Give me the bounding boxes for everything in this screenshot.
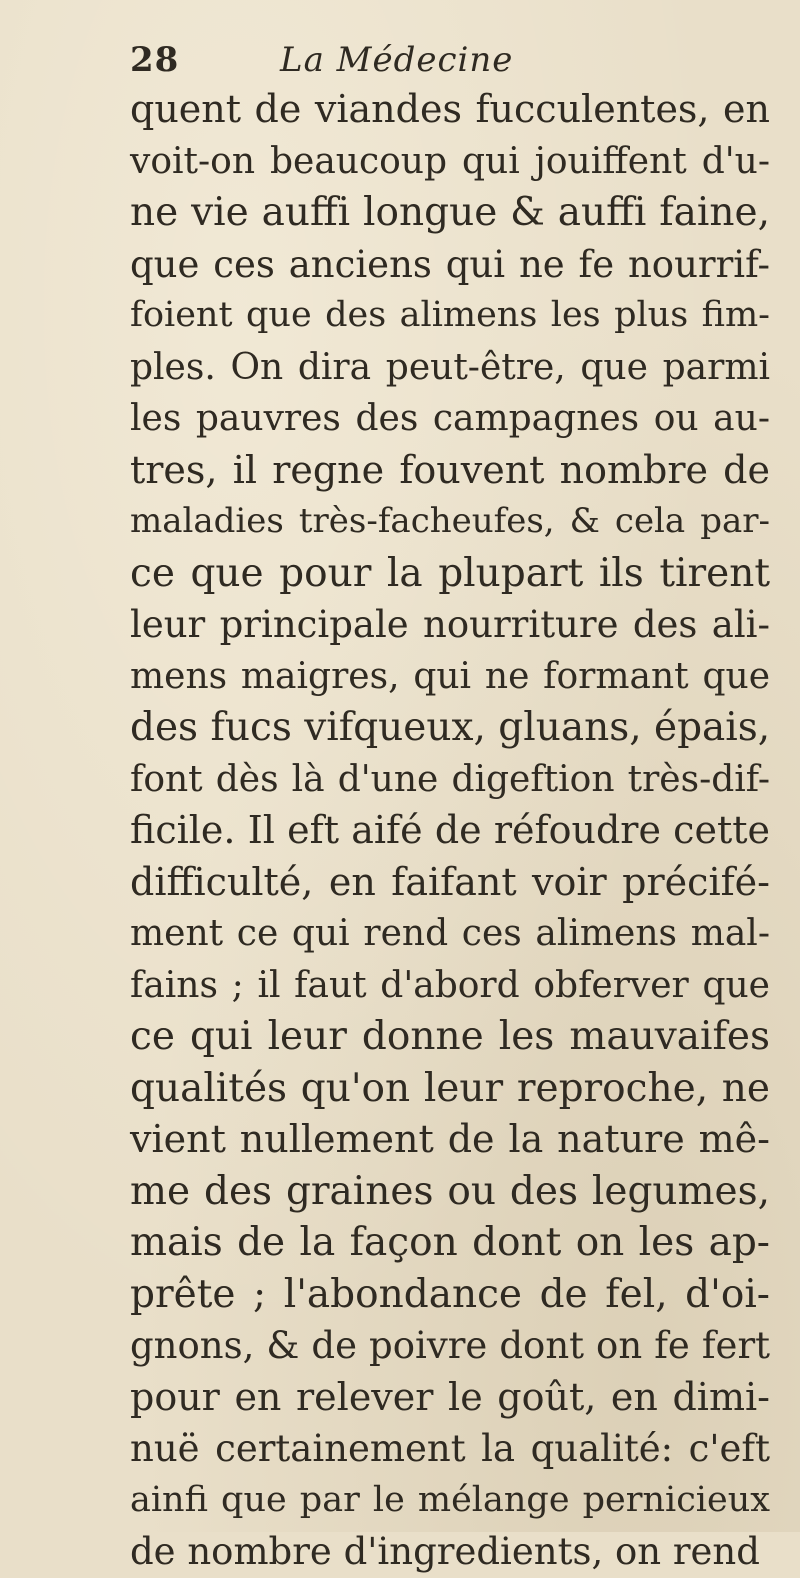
text-line: ce que pour la plupart ils tirent [130, 550, 770, 596]
text-line: quent de viandes fucculentes, en [130, 87, 770, 131]
text-line: les pauvres des campagnes ou au- [130, 398, 770, 439]
text-line: font dès là d'une digeftion très-dif- [130, 758, 770, 800]
text-line: ne vie auffi longue & auffi faine, [130, 190, 770, 235]
body-text [130, 84, 770, 1578]
text-line: leur principale nourriture des ali- [130, 603, 770, 646]
text-line: pour en relever le goût, en dimi- [130, 1374, 770, 1419]
text-line: ce qui leur donne les mauvaifes [130, 1014, 770, 1059]
text-line: difficulté, en faifant voir précifé- [130, 859, 770, 904]
running-title: La Médecine [280, 40, 514, 80]
text-line: de nombre d'ingredients, on rend [130, 1530, 760, 1573]
text-line: prête ; l'abondance de fel, d'oi- [130, 1271, 770, 1317]
text-line: me des graines ou des legumes, [130, 1168, 770, 1214]
text-line: voit-on beaucoup qui jouiffent d'u- [130, 140, 770, 182]
text-line: maladies très-facheufes, & cela par- [130, 501, 770, 541]
text-line: ainfi que par le mélange pernicieux [130, 1479, 770, 1520]
text-line: fains ; il faut d'abord obferver que [130, 964, 770, 1006]
text-line: tres, il regne fouvent nombre de [130, 447, 770, 492]
text-line: vient nullement de la nature mê- [130, 1117, 770, 1161]
text-line: que ces anciens qui ne fe nourrif- [130, 242, 770, 286]
page-header [130, 40, 730, 80]
page-number: 28 [130, 40, 180, 80]
text-line: gnons, & de poivre dont on fe fert [130, 1324, 770, 1367]
text-line: qualités qu'on leur reproche, ne [130, 1065, 770, 1111]
text-line: ficile. Il eft aifé de réfoudre cette [130, 808, 770, 852]
text-line: ment ce qui rend ces alimens mal- [130, 913, 770, 954]
text-line: foient que des alimens les plus fim- [130, 295, 770, 335]
text-line: des fucs vifqueux, gluans, épais, [130, 705, 771, 750]
text-line: nuë certainement la qualité: c'eft [130, 1427, 770, 1470]
text-line: ples. On dira peut-être, que parmi [130, 346, 770, 388]
text-line: mais de la façon dont on les ap- [130, 1220, 770, 1265]
text-line: mens maigres, qui ne formant que [130, 655, 770, 697]
